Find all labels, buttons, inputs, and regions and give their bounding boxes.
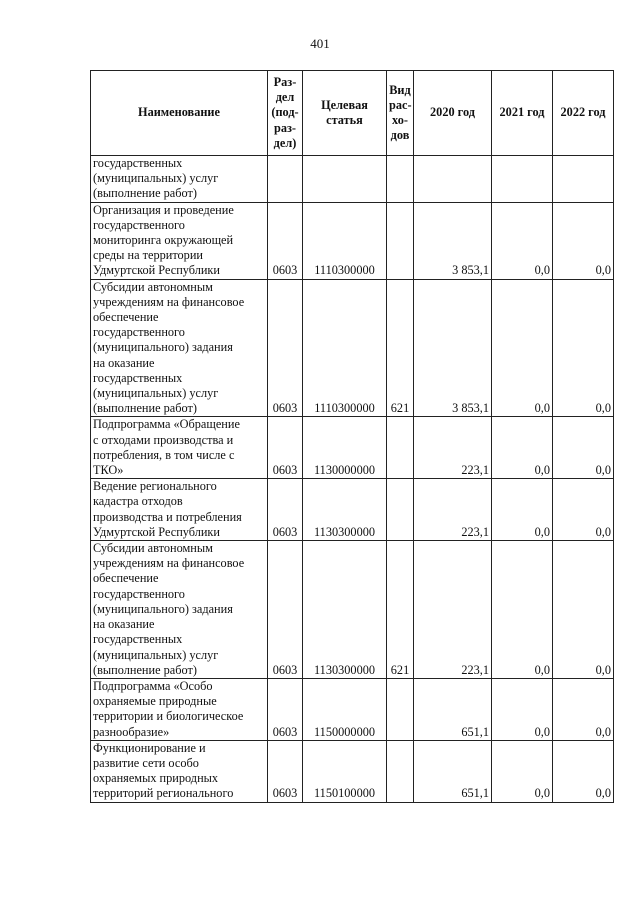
cell-2021: 0,0 [492,541,553,679]
cell-2021: 0,0 [492,678,553,740]
page-number: 401 [310,36,330,51]
table-row [91,541,614,679]
table-row [91,156,614,203]
table-row [91,417,614,479]
column-header-2021: 2021 год [492,71,553,156]
cell-name: Подпрограмма «Особо охраняемые природные территории и биологическое разнообразие» [91,678,268,740]
cell-2022: 0,0 [553,678,614,740]
cell-2022: 0,0 [553,417,614,479]
cell-section: 0603 [268,740,303,802]
column-header-section: Раз- дел (под- раз- дел) [268,71,303,156]
column-header-name: Наименование [91,71,268,156]
cell-2020: 223,1 [414,417,492,479]
cell-2020: 3 853,1 [414,279,492,417]
cell-name: Ведение регионального кадастра отходов производства и потребления Удмуртской Республики [91,479,268,541]
cell-2022: 0,0 [553,202,614,279]
table-row [91,678,614,740]
cell-target: 1150000000 [303,678,387,740]
cell-expense-type [387,417,414,479]
cell-section [268,156,303,203]
cell-expense-type: 621 [387,279,414,417]
cell-2021: 0,0 [492,479,553,541]
cell-expense-type [387,156,414,203]
cell-2020: 3 853,1 [414,202,492,279]
column-header-target: Целевая статья [303,71,387,156]
cell-2020: 651,1 [414,678,492,740]
table-row [91,202,614,279]
column-header-expense-type: Вид рас- хо- дов [387,71,414,156]
cell-expense-type [387,479,414,541]
cell-name: Организация и проведение государственного мониторинга окружающей среды на территории Удмуртской Республики [91,202,268,279]
cell-section: 0603 [268,279,303,417]
cell-target: 1130000000 [303,417,387,479]
cell-expense-type: 621 [387,541,414,679]
table-row [91,479,614,541]
cell-section: 0603 [268,202,303,279]
cell-name: Подпрограмма «Обращение с отходами производства и потребления, в том числе с ТКО» [91,417,268,479]
cell-name: Субсидии автономным учреждениям на финансовое обеспечение государственного (муниципального) задания на оказание государственных (муниципальных) услуг (выполнение работ) [91,541,268,679]
cell-section: 0603 [268,417,303,479]
budget-table [90,70,614,803]
cell-2022 [553,156,614,203]
cell-target: 1130300000 [303,479,387,541]
cell-2021: 0,0 [492,202,553,279]
cell-target [303,156,387,203]
column-header-2020: 2020 год [414,71,492,156]
cell-2021 [492,156,553,203]
cell-2022: 0,0 [553,740,614,802]
cell-name: государственных (муниципальных) услуг (выполнение работ) [91,156,268,203]
table-header-row [91,71,614,156]
cell-section: 0603 [268,479,303,541]
cell-name: Функционирование и развитие сети особо охраняемых природных территорий регионального [91,740,268,802]
column-header-2022: 2022 год [553,71,614,156]
cell-2021: 0,0 [492,417,553,479]
table-row [91,279,614,417]
cell-2020: 223,1 [414,541,492,679]
cell-expense-type [387,740,414,802]
table-body [91,156,614,803]
cell-2020: 651,1 [414,740,492,802]
cell-target: 1110300000 [303,202,387,279]
cell-2021: 0,0 [492,279,553,417]
cell-section: 0603 [268,678,303,740]
cell-section: 0603 [268,541,303,679]
cell-2020: 223,1 [414,479,492,541]
cell-2022: 0,0 [553,541,614,679]
cell-2022: 0,0 [553,279,614,417]
cell-expense-type [387,678,414,740]
cell-2020 [414,156,492,203]
table-row [91,740,614,802]
cell-expense-type [387,202,414,279]
cell-target: 1130300000 [303,541,387,679]
cell-name: Субсидии автономным учреждениям на финансовое обеспечение государственного (муниципального) задания на оказание государственных (муниципальных) услуг (выполнение работ) [91,279,268,417]
cell-target: 1150100000 [303,740,387,802]
cell-2022: 0,0 [553,479,614,541]
cell-2021: 0,0 [492,740,553,802]
cell-target: 1110300000 [303,279,387,417]
